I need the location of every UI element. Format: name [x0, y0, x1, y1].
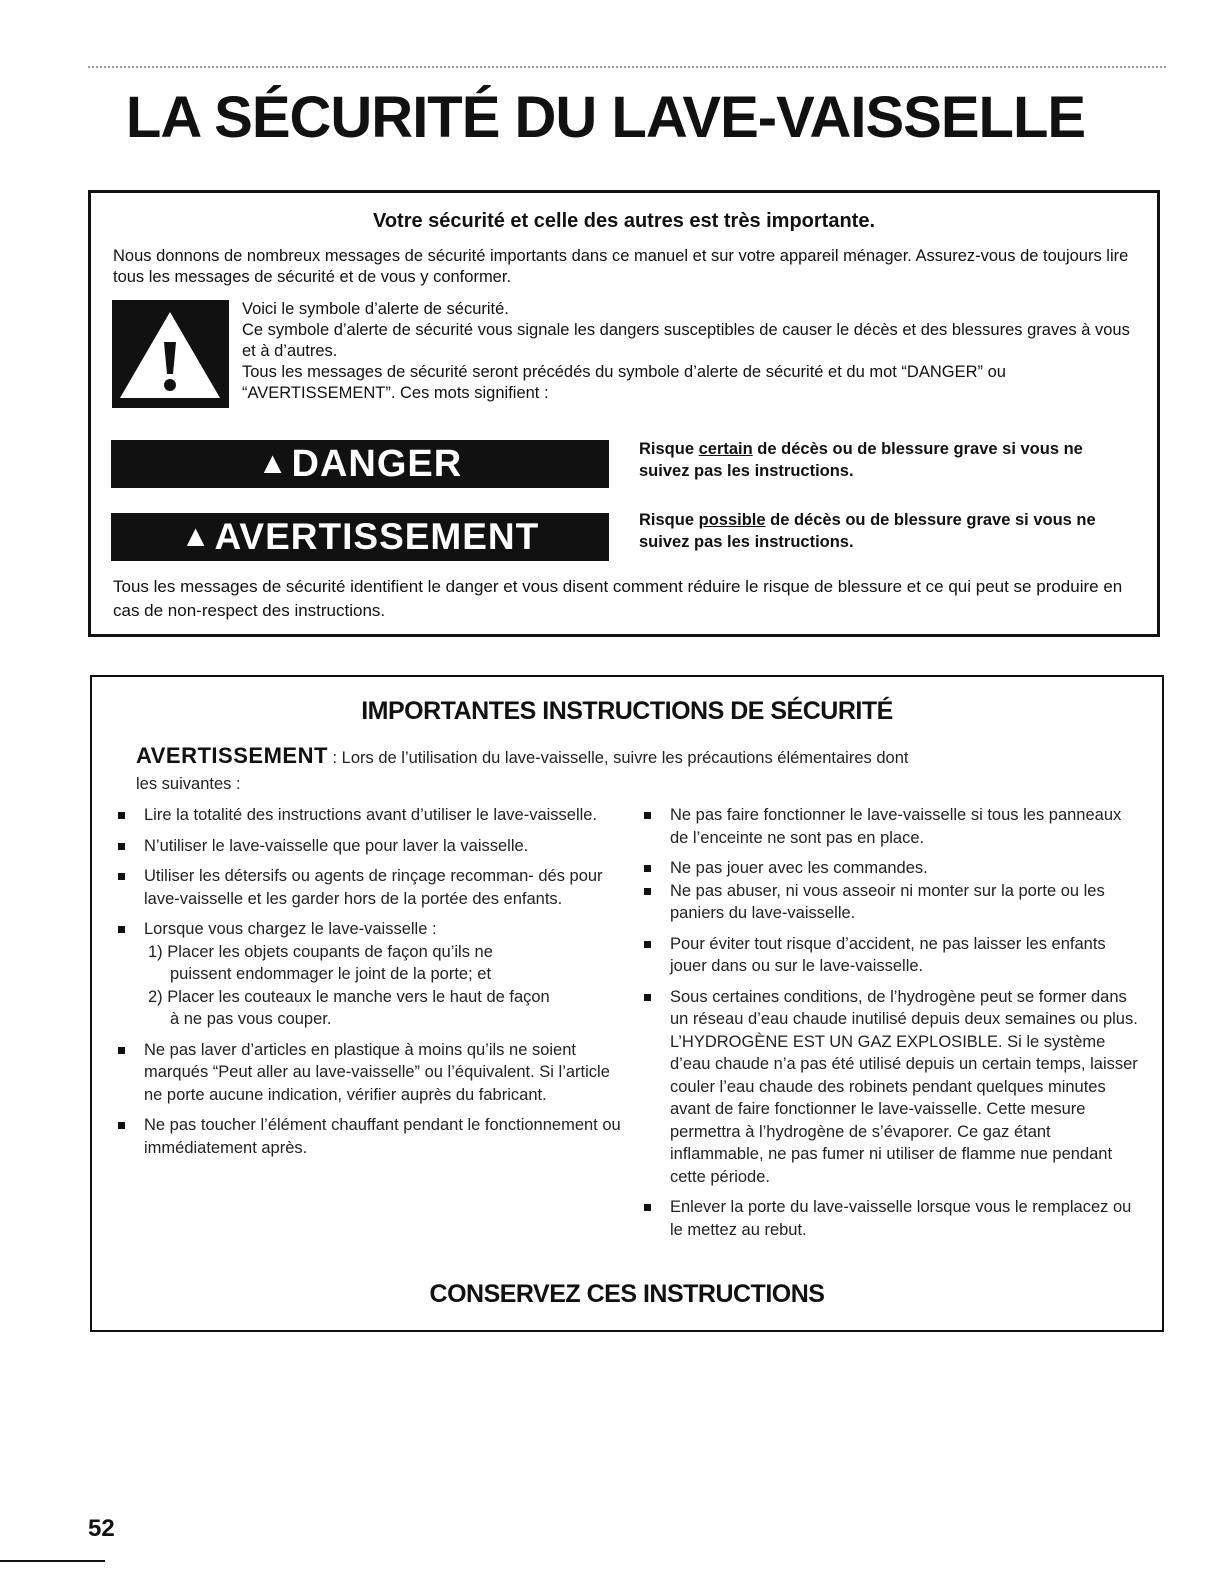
instructions-heading: IMPORTANTES INSTRUCTIONS DE SÉCURITÉ — [361, 697, 893, 725]
loading-step-line — [148, 986, 628, 1009]
symbol-explanation — [242, 299, 1142, 404]
danger-banner — [111, 440, 609, 488]
list-item — [644, 857, 1144, 880]
instructions-left-column — [118, 804, 628, 1167]
safety-outro: Tous les messages de sécurité identifient le danger et vous disent comment réduire le risque de blessure et ce qui peut se produire en cas de non-respect des instructions. — [113, 577, 1123, 620]
list-item — [644, 880, 1144, 925]
danger-desc-keyword: certain — [698, 440, 753, 458]
safety-alert-triangle-icon — [112, 300, 229, 408]
bullet-icon — [118, 812, 125, 819]
bullet-icon — [118, 843, 125, 850]
loading-step — [144, 941, 628, 986]
bullet-icon — [644, 812, 651, 819]
list-item-text: Utiliser les détersifs ou agents de rinçage recomman- dés pour lave-vaisselle et les garder hors de la portée des enfants. — [144, 867, 603, 908]
list-item — [118, 865, 628, 910]
bullet-icon — [118, 1122, 125, 1129]
top-dotted-rule — [88, 66, 1166, 68]
warning-description — [639, 509, 1119, 553]
list-item — [644, 933, 1144, 978]
list-item-text: Ne pas abuser, ni vous asseoir ni monter sur la porte ou les paniers du lave-vaisselle. — [670, 881, 1105, 922]
bullet-icon — [118, 873, 125, 880]
symbol-line: Tous les messages de sécurité seront précédés du symbole d’alerte de sécurité et du mot “DANGER” ou “AVERTISSEMENT”. Ces mots signifient : — [242, 363, 1006, 402]
save-instructions-footer: CONSERVEZ CES INSTRUCTIONS — [429, 1280, 825, 1308]
list-item-text: Ne pas laver d’articles en plastique à moins qu’ils ne soient marqués “Peut aller au lave-vaisselle” ou l’équivalent. Si l’article ne porte aucune indication, vérifier auprès du fabricant. — [144, 1040, 610, 1104]
step-text: à ne pas vous couper. — [170, 1010, 332, 1028]
instructions-right-column — [644, 804, 1144, 1249]
list-item-text: Pour éviter tout risque d’accident, ne pas laisser les enfants jouer dans ou sur le lave-vaisselle. — [670, 934, 1106, 975]
list-item-text: Ne pas jouer avec les commandes. — [670, 859, 928, 877]
page-title: LA SÉCURITÉ DU LAVE-VAISSELLE — [125, 85, 1086, 150]
loading-step — [144, 986, 628, 1031]
list-item-text: N’utiliser le lave-vaisselle que pour laver la vaisselle. — [144, 836, 529, 855]
list-item-text: Lire la totalité des instructions avant d’utiliser le lave-vaisselle. — [144, 806, 598, 824]
warning-continuation: les suivantes : — [136, 775, 241, 793]
danger-desc-suffix: de décès ou de blessure grave si vous ne suivez pas les instructions. — [639, 440, 1083, 480]
page-number: 52 — [88, 1515, 115, 1542]
safety-box-heading: Votre sécurité et celle des autres est très importante. — [372, 210, 876, 232]
warning-text: Lors de l’utilisation du lave-vaisselle, suivre les précautions élémentaires dont — [341, 749, 909, 767]
bottom-rule — [0, 1560, 105, 1562]
warning-triangle-icon: ▲ — [257, 447, 289, 480]
list-item — [118, 1039, 628, 1107]
list-item-text: Ne pas toucher l’élément chauffant pendant le fonctionnement ou immédiatement après. — [144, 1116, 621, 1157]
warning-desc-prefix: Risque — [639, 511, 699, 529]
step-number: 1) — [148, 942, 168, 961]
list-item-text: Ne pas faire fonctionner le lave-vaisselle si tous les panneaux de l’enceinte ne sont pas en place. — [670, 806, 1122, 847]
step-text: puissent endommager le joint de la porte; et — [170, 965, 492, 983]
safety-intro: Nous donnons de nombreux messages de sécurité importants dans ce manuel et sur votre appareil ménager. Assurez-vous de toujours lire tous les messages de sécurité et de vous y conformer. — [113, 247, 1129, 286]
list-item — [644, 986, 1144, 1189]
list-item — [118, 1114, 628, 1159]
bullet-icon — [644, 888, 651, 895]
warning-statement — [136, 744, 1116, 770]
danger-description — [639, 438, 1119, 482]
bullet-icon — [644, 994, 651, 1001]
list-item-text: Lorsque vous chargez le lave-vaisselle : — [144, 920, 437, 938]
step-text: Placer les couteaux le manche vers le haut de façon — [167, 987, 550, 1006]
danger-desc-prefix: Risque — [639, 440, 699, 458]
warning-word: AVERTISSEMENT — [136, 743, 328, 768]
danger-label: DANGER — [291, 442, 463, 485]
bullet-icon — [644, 941, 651, 948]
list-item-text: Sous certaines conditions, de l’hydrogène peut se former dans un réseau d’eau chaude inutilisé depuis deux semaines ou plus. L’HYDROGÈNE EST UN GAZ EXPLOSIBLE. Si le système d’eau chaude n’a pas été utilisé depuis un certain temps, laisser couler l’eau chaude des robinets pendant quelques minutes avant de faire fonctionner le lave-vaisselle. Cette mesure permettra à l’hydrogène de s’évaporer. Ce gaz étant inflammable, ne pas fumer ni utiliser de flamme nue pendant cette période. — [670, 987, 1138, 1186]
warning-banner — [111, 513, 609, 561]
list-item — [118, 918, 628, 1031]
safety-message-box — [88, 190, 1160, 637]
warning-desc-suffix: de décès ou de blessure grave si vous ne suivez pas les instructions. — [639, 511, 1096, 551]
warning-desc-keyword: possible — [698, 511, 766, 529]
bullet-icon — [118, 1047, 125, 1054]
list-item — [644, 804, 1144, 849]
loading-step-line — [148, 941, 628, 964]
warning-triangle-icon: ▲ — [180, 520, 212, 553]
symbol-line: Ce symbole d’alerte de sécurité vous signale les dangers susceptibles de causer le décès et des blessures graves à vous et à d’autres. — [242, 321, 1130, 360]
list-item — [118, 835, 628, 858]
bullet-icon — [644, 1204, 651, 1211]
warning-separator: : — [327, 749, 342, 767]
instructions-box — [90, 675, 1164, 1332]
step-number: 2) — [148, 987, 168, 1006]
list-item — [118, 804, 628, 827]
step-text: Placer les objets coupants de façon qu’ils ne — [167, 942, 493, 961]
list-item — [644, 1196, 1144, 1241]
bullet-icon — [118, 926, 125, 933]
symbol-line: Voici le symbole d’alerte de sécurité. — [242, 300, 509, 318]
bullet-icon — [644, 865, 651, 872]
list-item-text: Enlever la porte du lave-vaisselle lorsque vous le remplacez ou le mettez au rebut. — [670, 1198, 1132, 1239]
warning-label: AVERTISSEMENT — [214, 516, 540, 557]
